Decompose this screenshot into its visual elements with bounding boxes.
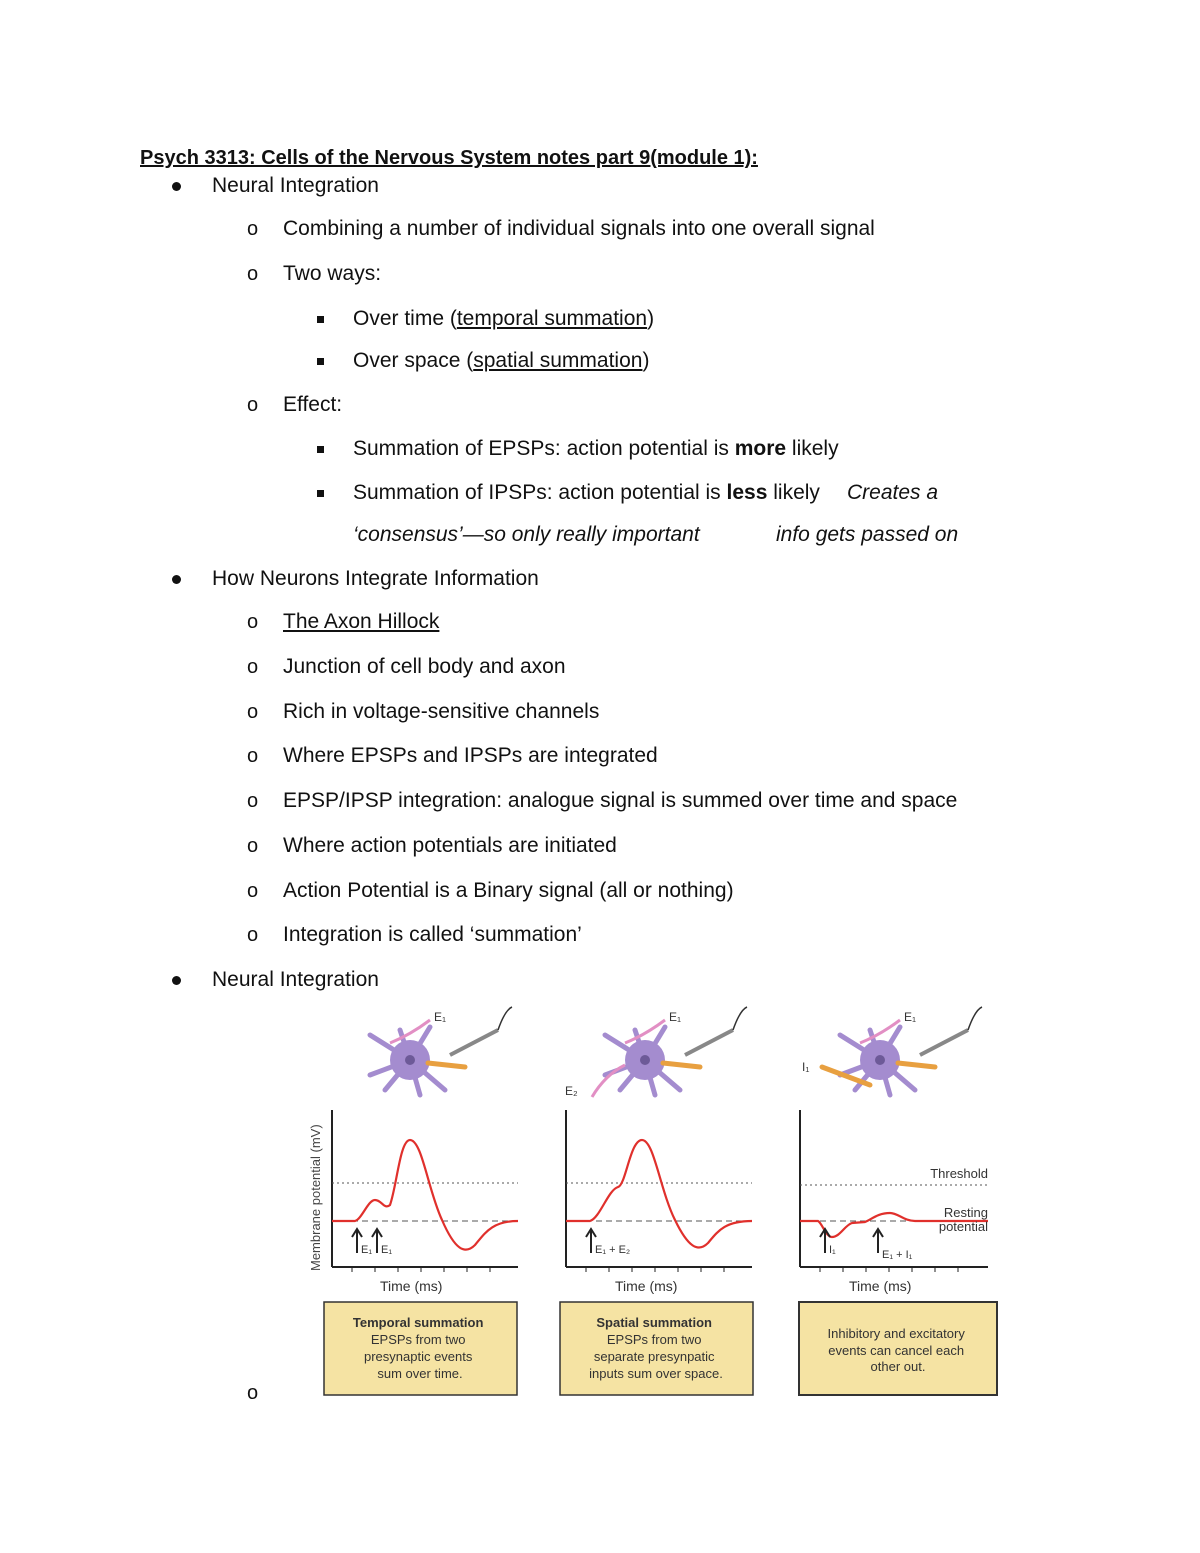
circle-bullet-icon: o <box>247 263 259 285</box>
circle-bullet-icon: o <box>247 611 259 633</box>
neuron-icon <box>822 1007 982 1095</box>
caption-line: presynaptic events <box>363 1349 473 1364</box>
panel-temporal <box>324 1007 518 1395</box>
caption-line: other out. <box>870 1359 926 1374</box>
page-title: Psych 3313: Cells of the Nervous System notes part 9(module 1): <box>140 147 758 169</box>
panel-inhibitory <box>799 1007 997 1395</box>
neuron-label: E₁ <box>434 1010 447 1024</box>
caption-line: events can cancel each <box>828 1343 965 1358</box>
circle-bullet-icon: o <box>247 790 259 812</box>
arrow-label: E₁ + I₁ <box>882 1249 913 1261</box>
square-bullet-icon <box>317 316 324 323</box>
circle-bullet-icon: o <box>247 835 259 857</box>
circle-bullet-icon: o <box>247 394 259 416</box>
side-note: ‘consensus’—so only really important <box>353 523 700 546</box>
x-axis-label: Time (ms) <box>849 1278 912 1294</box>
document-page: Psych 3313: Cells of the Nervous System notes part 9(module 1): Neural Integration o Combining a number of individual signals into one overall signal o Two ways: Over time (temporal summation) Over space (spatial summation) o Effect: Summation of EPSPs: action potential is more likely Summation of IPSPs: action potential is less likely Creates a ‘consensus’—so only really important info gets passed on How Neurons Integrate Information o The Axon Hillock o Junction of cell body and axon o Rich in voltage-sensitive channels o Where EPSPs and IPSPs are integrated o EPSP/IPSP integration: analogue signal is summed over time and space o Where action potentials are initiated o Action Potential is a Binary signal (all or nothing) o Integration is called ‘summation’ Neural Integration o Membrane potential (mV) E₁ E₁ E₁ Time (ms) Temporal summation EPSPs from two presynaptic events sum over time. E₁ E₂ E₁ + E₂ Time (ms) Spatial summation EPSPs from two separate presynpatic inputs sum over space. E₁ I₁ Threshold Resting potential I₁ E₁ + I₁ Time (ms) Inhibitory and excitatory events can cancel each other out. <box>0 0 1200 1553</box>
square-bullet-icon <box>317 490 324 497</box>
caption-line: EPSPs from two <box>606 1332 702 1347</box>
bullet-dot-icon <box>172 976 181 985</box>
neuron-label: E₁ <box>669 1010 682 1024</box>
square-bullet-icon <box>317 358 324 365</box>
arrow-label: I₁ <box>829 1244 836 1256</box>
summation-figure <box>300 1005 1015 1405</box>
caption-line: inputs sum over space. <box>589 1366 723 1381</box>
bullet-dot-icon <box>172 575 181 584</box>
circle-bullet-icon: o <box>247 701 259 723</box>
panel-spatial <box>560 1007 753 1395</box>
resting-label: potential <box>938 1219 988 1234</box>
circle-bullet-icon: o <box>247 880 259 902</box>
neuron-label: I₁ <box>802 1060 810 1074</box>
arrow-label: E₁ <box>361 1244 373 1256</box>
caption-title: Spatial summation <box>596 1315 712 1330</box>
caption-line: EPSPs from two <box>370 1332 466 1347</box>
y-axis-label: Membrane potential (mV) <box>308 1124 323 1271</box>
neuron-label: E₁ <box>904 1010 917 1024</box>
caption-title: Temporal summation <box>352 1315 484 1330</box>
caption-line: separate presynpatic <box>593 1349 715 1364</box>
circle-bullet-icon: o <box>247 1382 259 1404</box>
circle-bullet-icon: o <box>247 745 259 767</box>
square-bullet-icon <box>317 446 324 453</box>
spatial-summation-link[interactable]: spatial summation <box>473 349 643 372</box>
temporal-summation-link[interactable]: temporal summation <box>456 307 648 330</box>
arrow-label: E₁ <box>381 1244 393 1256</box>
bullet-dot-icon <box>172 182 181 191</box>
threshold-label: Threshold <box>930 1166 988 1181</box>
section-heading: Neural Integration <box>212 174 379 197</box>
circle-bullet-icon: o <box>247 218 259 240</box>
resting-label: Resting <box>943 1205 988 1220</box>
axon-hillock-link[interactable]: The Axon Hillock <box>283 610 440 633</box>
circle-bullet-icon: o <box>247 924 259 946</box>
side-note: info gets passed on <box>776 523 959 546</box>
x-axis-label: Time (ms) <box>615 1278 678 1294</box>
section-heading: Neural Integration <box>212 968 379 991</box>
neuron-label: E₂ <box>565 1084 578 1098</box>
section-heading: How Neurons Integrate Information <box>212 567 539 590</box>
caption-line: sum over time. <box>377 1366 463 1381</box>
arrow-label: E₁ + E₂ <box>595 1244 631 1256</box>
caption-line: Inhibitory and excitatory <box>827 1326 965 1341</box>
side-note: Creates a <box>847 481 939 504</box>
circle-bullet-icon: o <box>247 656 259 678</box>
x-axis-label: Time (ms) <box>380 1278 443 1294</box>
